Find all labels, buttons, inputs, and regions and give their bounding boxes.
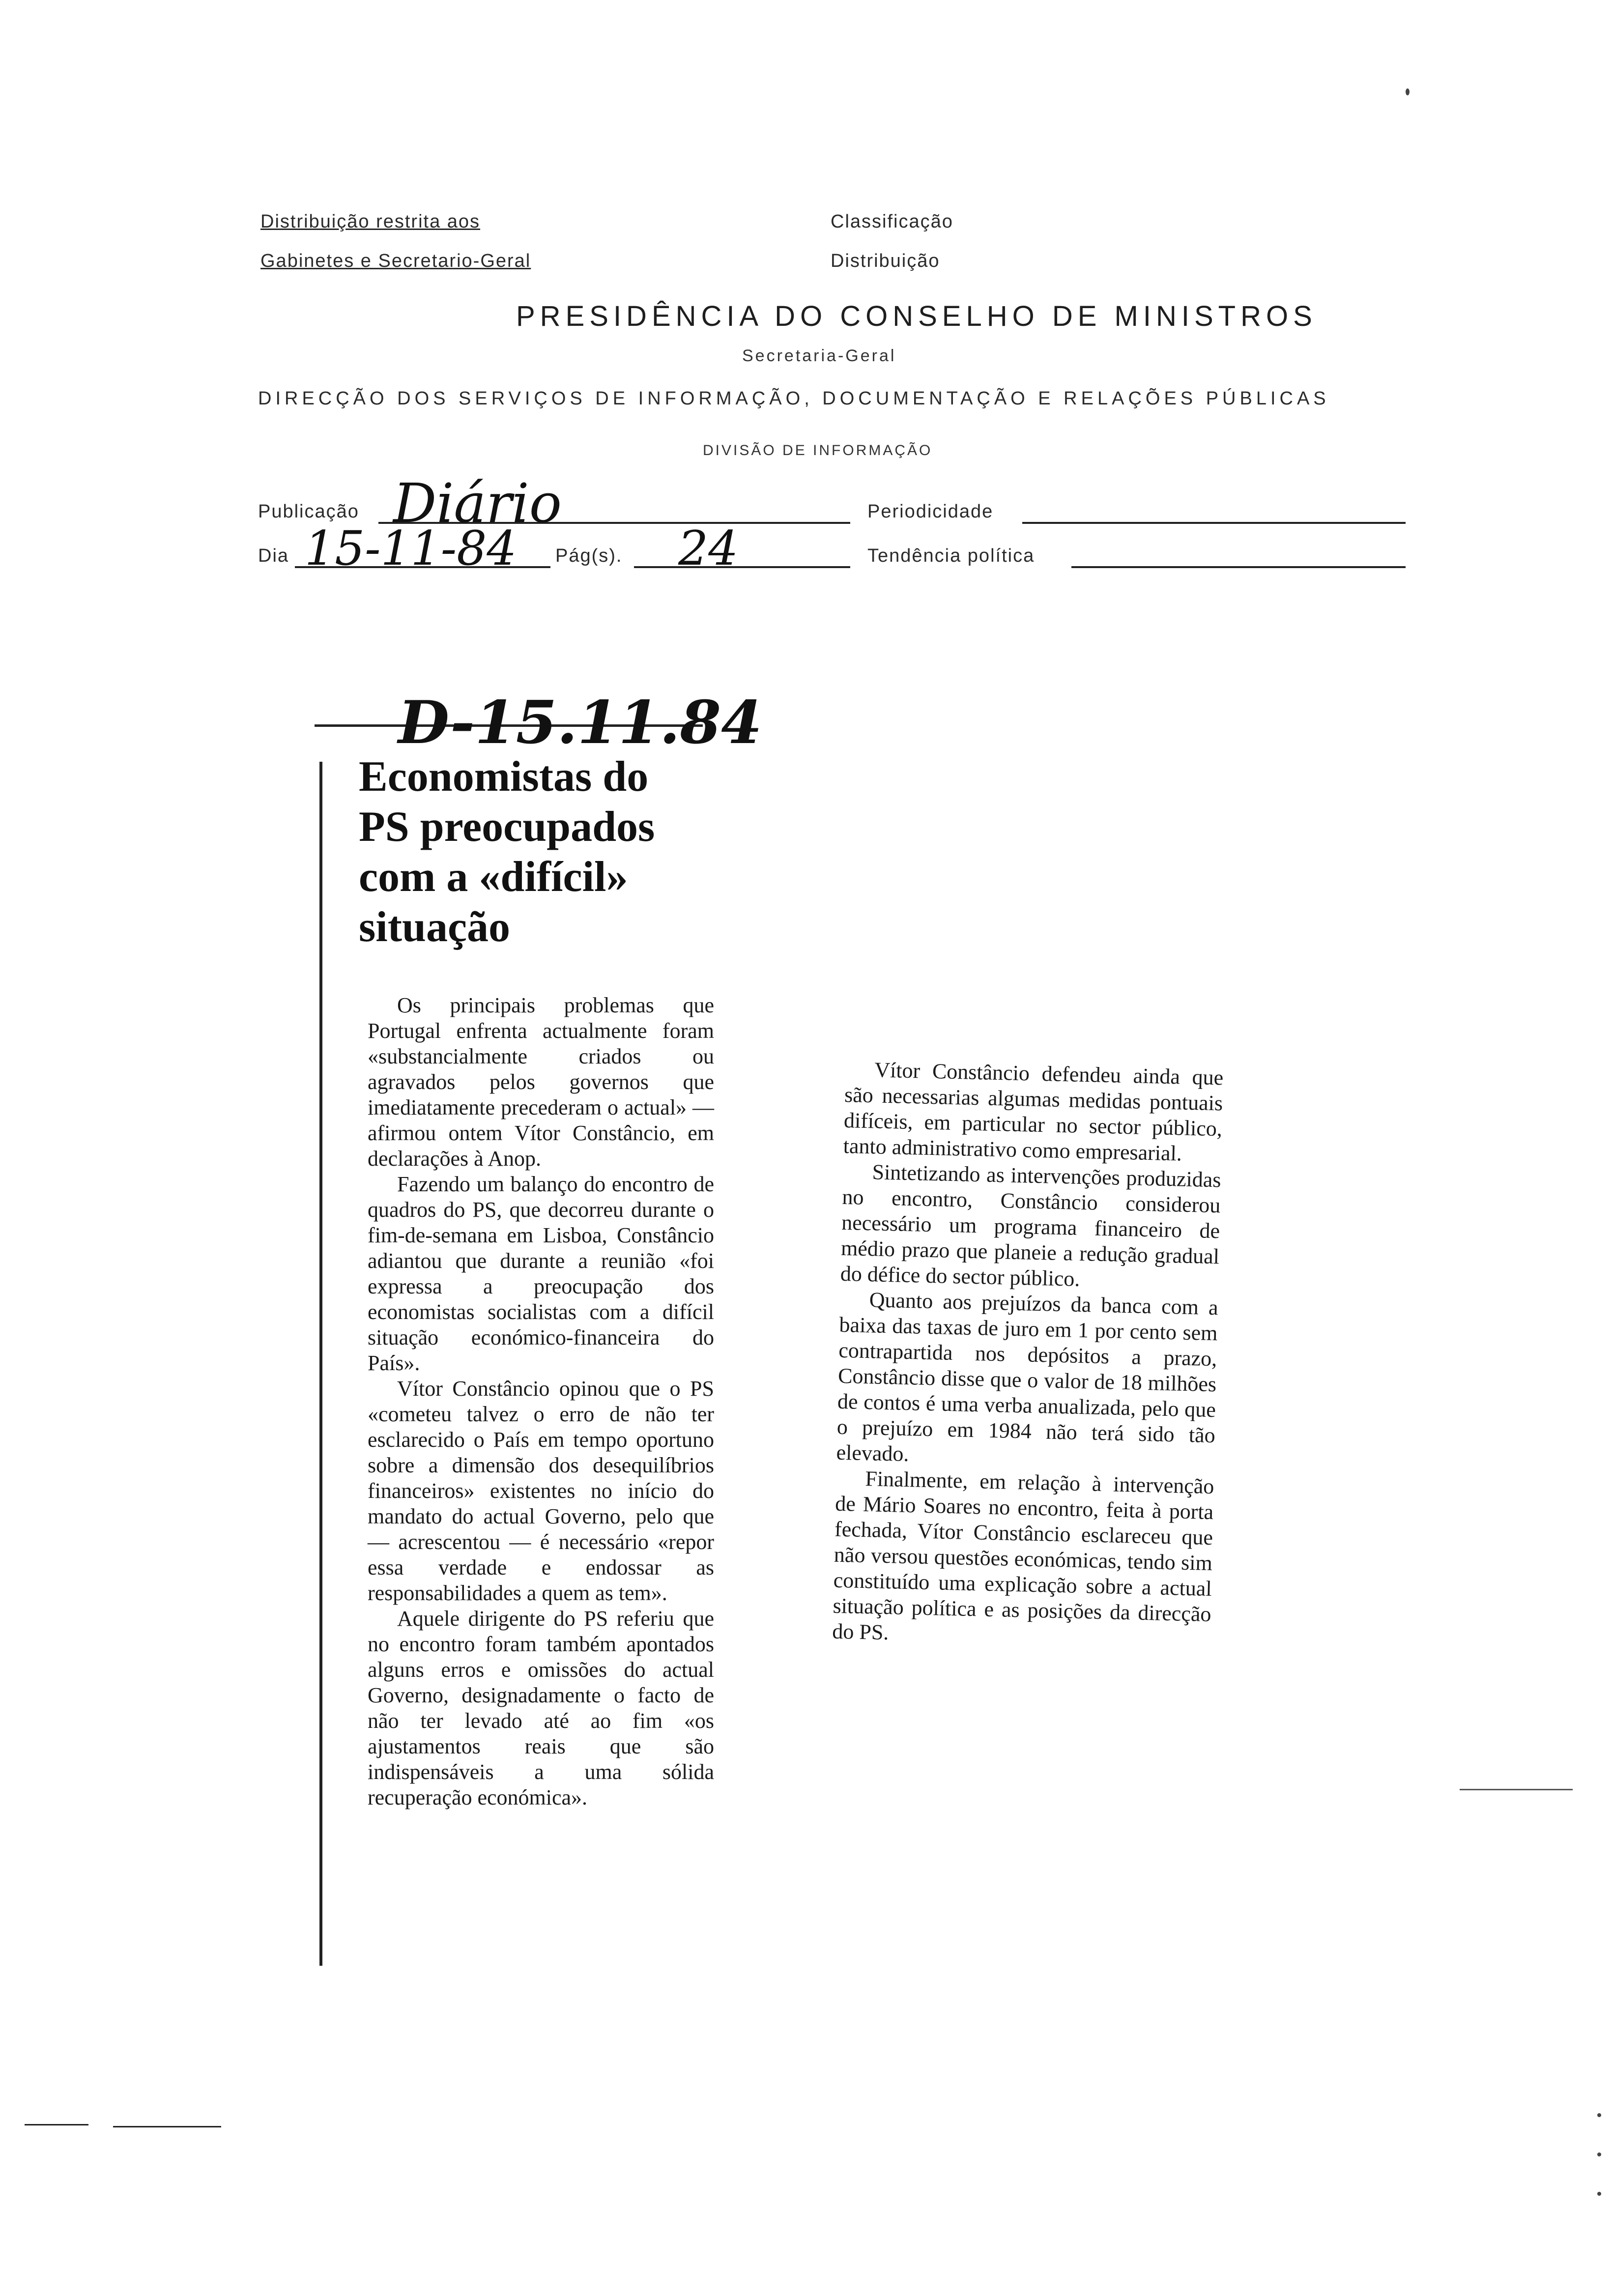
column-1-paragraph: Aquele dirigente do PS referiu que no encontro foram também apontados alguns erros e omissões do actual Governo, designadamente o facto de não ter levado até ao fim «os ajustamentos reais que são indispensáveis a uma sólida recuperação económica». (368, 1607, 714, 1809)
pages-underline (634, 566, 850, 568)
publication-label: Publicação (258, 501, 359, 522)
day-label: Dia (258, 545, 289, 566)
scan-speck (1597, 2192, 1601, 2196)
column-2-paragraph: Vítor Constâncio defendeu ainda que são necessarias algumas medidas pontuais difíceis, em particular no sector público, tanto administrativo como empresarial. (843, 1058, 1224, 1166)
publication-handwritten: Diário (393, 472, 562, 535)
column-1-paragraph: Vítor Constâncio opinou que o PS «cometeu talvez o erro de não ter esclarecido o País em tempo oportuno sobre a dimensão dos desequilíbrios financeiros» existentes no início do mandato do actual Governo, pelo que — acrescentou — é necessário «repor essa verdade e endossar as responsabilidades a quem as tem». (368, 1377, 714, 1605)
distribution-restricted-line1: Distribuição restrita aos (260, 211, 481, 232)
scan-speck (1406, 88, 1410, 95)
day-handwritten: 15-11-84 (305, 521, 517, 576)
scan-mark (113, 2126, 221, 2127)
column-1-paragraph: Fazendo um balanço do encontro de quadros do PS, que decorreu durante o fim-de-semana em Lisboa, Constâncio adiantou que durante a reunião «foi expressa a preocupação dos economistas socialistas com a difícil situação económico-financeira do País». (368, 1172, 714, 1375)
column-2-paragraph: Sintetizando as intervenções produzidas no encontro, Constâncio considerou necessário um programa financeiro de médio prazo que planeie a redução gradual do défice do sector público. (840, 1160, 1222, 1291)
scan-mark (25, 2124, 88, 2125)
tendency-underline (1071, 566, 1406, 568)
article-headline: Economistas do PS preocupados com a «difícil» situação (359, 753, 655, 951)
directorate-line: DIRECÇÃO DOS SERVIÇOS DE INFORMAÇÃO, DOCUMENTAÇÃO E RELAÇÕES PÚBLICAS (258, 388, 1330, 409)
division-line: DIVISÃO DE INFORMAÇÃO (703, 442, 933, 459)
distribution-label: Distribuição (831, 251, 940, 271)
distribution-restricted-line2: Gabinetes e Secretario-Geral (260, 251, 531, 271)
column-2-paragraph: Quanto aos prejuízos da banca com a baixa das taxas de juro em 1 por cento sem contrapartida nos depósitos a prazo, Constâncio disse que o valor de 18 milhões de contos é uma verba anualizada, pelo que o prejuízo em 1984 não terá sido tão elevado. (836, 1288, 1219, 1466)
column-2-paragraph: Finalmente, em relação à intervenção de Mário Soares no encontro, feita à porta fechada, Vítor Constâncio esclareceu que não versou questões económicas, tendo sim constituído uma explicação sobre a actual situação política e as posições da direcção do PS. (832, 1466, 1214, 1645)
periodicity-underline (1022, 522, 1406, 524)
secretariat-subtitle: Secretaria-Geral (742, 346, 896, 365)
scan-speck (1597, 2113, 1601, 2117)
periodicity-label: Periodicidade (867, 501, 994, 522)
scan-mark (1460, 1789, 1573, 1790)
tendency-label: Tendência política (867, 545, 1035, 566)
pages-handwritten: 24 (678, 521, 739, 576)
classification-label: Classificação (831, 211, 953, 232)
clipping-left-rule (319, 762, 322, 1966)
article-column-1 (368, 993, 714, 1810)
pages-label: Pág(s). (555, 545, 623, 566)
column-1-paragraph: Os principais problemas que Portugal enfrenta actualmente foram «substancialmente criados ou agravados pelos governos que imediatamente precederam o actual» — afirmou ontem Vítor Constâncio, em declarações à Anop. (368, 993, 714, 1171)
presidency-title: PRESIDÊNCIA DO CONSELHO DE MINISTROS (516, 300, 1317, 332)
date-stamp-handwritten: D-15.11.84 (398, 688, 762, 757)
article-column-2 (832, 1057, 1224, 1653)
scan-speck (1597, 2152, 1601, 2156)
